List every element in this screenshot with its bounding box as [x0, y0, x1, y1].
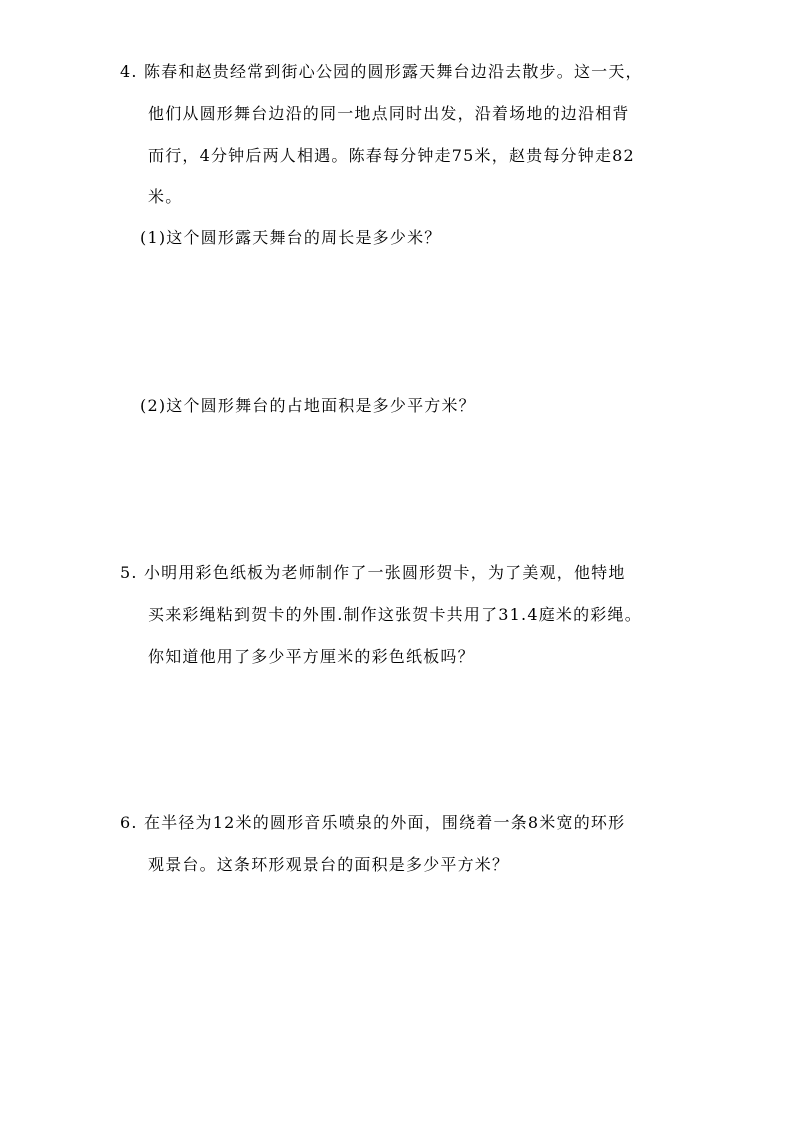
question-6-line-1: 6. 在半径为12米的圆形音乐喷泉的外面，围绕着一条8米宽的环形: [120, 813, 626, 832]
question-6-line-2: 观景台。这条环形观景台的面积是多少平方米？: [148, 855, 510, 874]
question-4-line-2: 他们从圆形舞台边沿的同一地点同时出发，沿着场地的边沿相背: [148, 104, 630, 123]
question-4-line-1: 4. 陈春和赵贵经常到街心公园的圆形露天舞台边沿去散步。这一天，: [120, 62, 643, 81]
question-4-line-3: 而行，4分钟后两人相遇。陈春每分钟走75米，赵贵每分钟走82: [148, 146, 635, 165]
question-4-subquestion-1: (1)这个圆形露天舞台的周长是多少米？: [140, 228, 442, 247]
question-5-line-2: 买来彩绳粘到贺卡的外围.制作这张贺卡共用了31.4庭米的彩绳。: [148, 605, 642, 624]
question-4-line-4: 米。: [148, 187, 183, 206]
question-5-line-1: 5. 小明用彩色纸板为老师制作了一张圆形贺卡，为了美观，他特地: [120, 563, 626, 582]
question-5-line-3: 你知道他用了多少平方厘米的彩色纸板吗？: [148, 647, 475, 666]
question-4-subquestion-2: (2)这个圆形舞台的占地面积是多少平方米？: [140, 396, 476, 415]
